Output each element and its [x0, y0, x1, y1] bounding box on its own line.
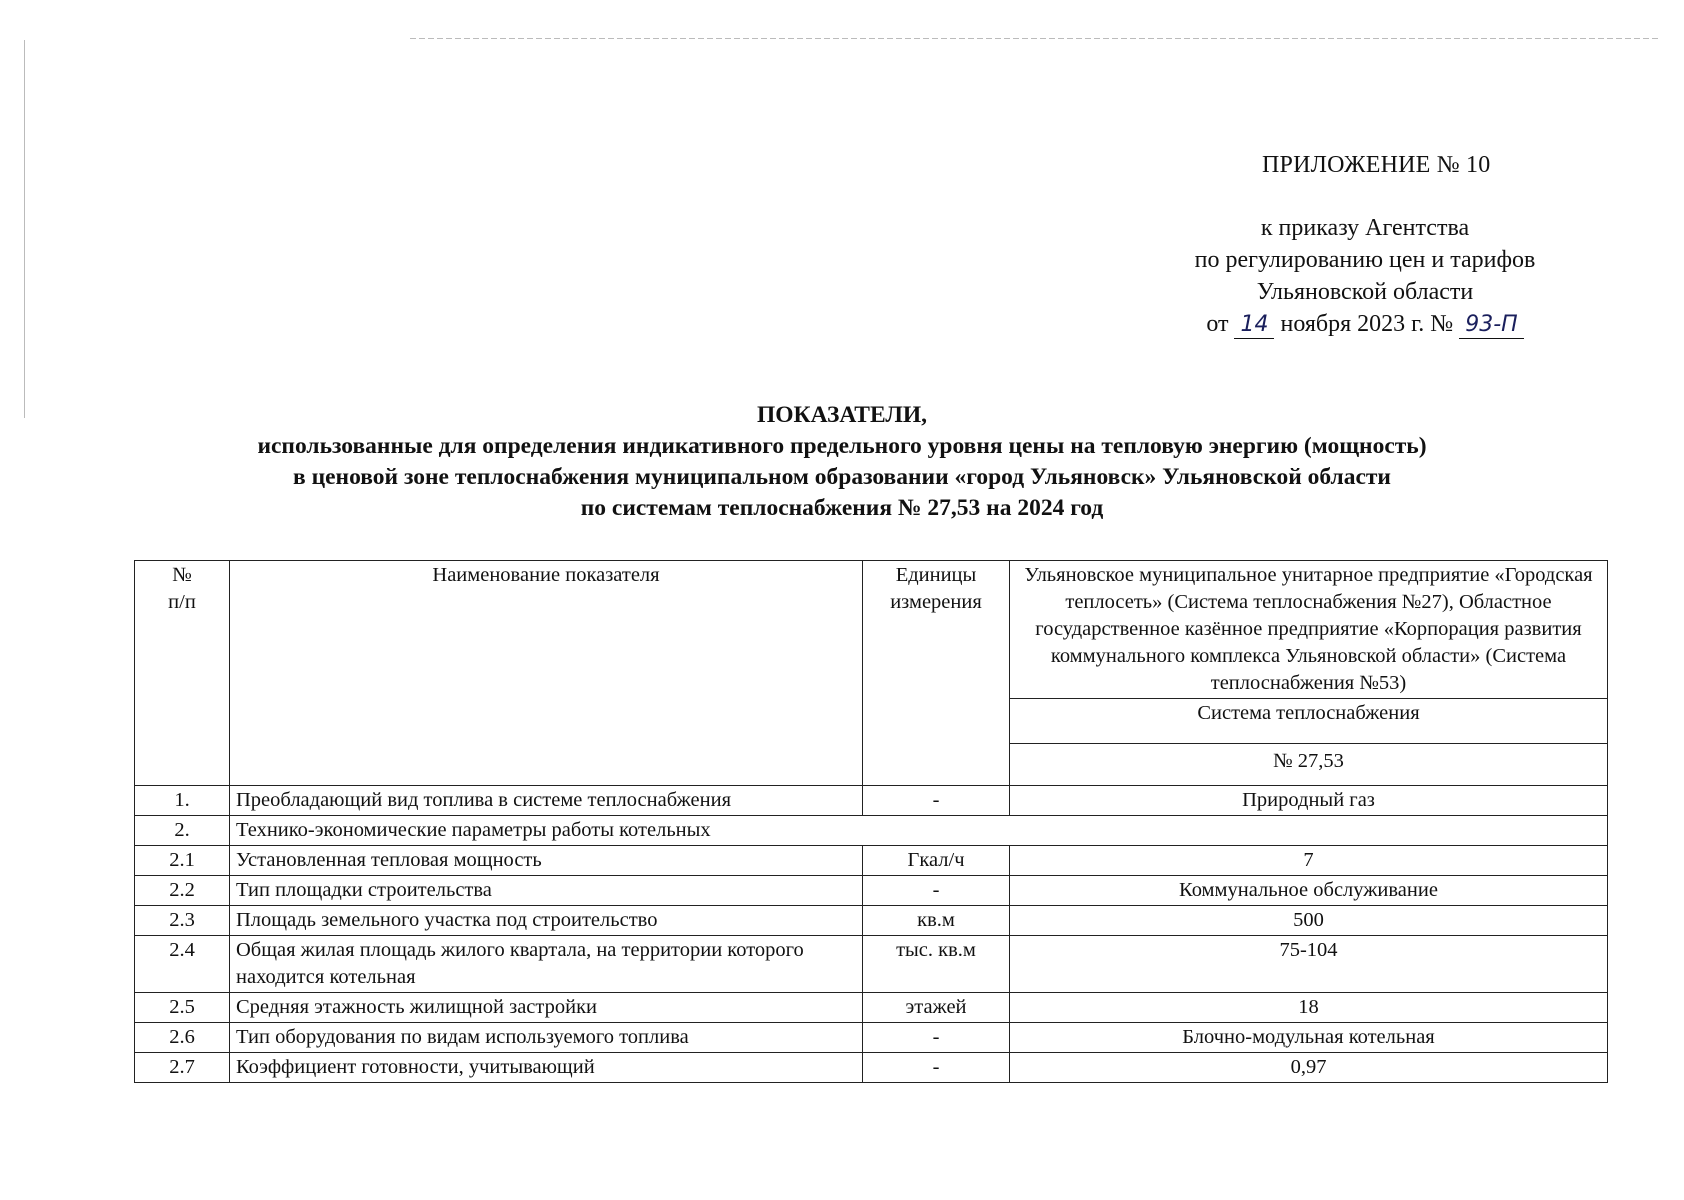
table-row [135, 786, 1608, 816]
row-indicator-name: Средняя этажность жилищной застройки [230, 993, 863, 1023]
date-prefix: от [1206, 311, 1229, 337]
scan-edge-left [24, 40, 25, 418]
order-date-line [1100, 308, 1630, 340]
header-name: Наименование показателя [230, 561, 863, 786]
row-unit: - [863, 876, 1010, 906]
handwritten-order-number: 93-П [1459, 312, 1523, 339]
row-unit: Гкал/ч [863, 846, 1010, 876]
header-organization: Ульяновское муниципальное унитарное предприятие «Городская теплосеть» (Система теплоснабжения №27), Областное государственное казённое предприятие «Корпорация развития коммунального комплекса Ульяновской области» (Система теплоснабжения №53) [1010, 561, 1608, 699]
order-reference [1100, 212, 1630, 340]
table-row [135, 936, 1608, 993]
row-number: 2. [135, 816, 230, 846]
header-system: Система теплоснабжения [1010, 699, 1608, 744]
heading-title: ПОКАЗАТЕЛИ, [757, 402, 927, 428]
row-indicator-name: Коэффициент готовности, учитывающий [230, 1053, 863, 1083]
header-unit [863, 561, 1010, 786]
row-unit: этажей [863, 993, 1010, 1023]
indicators-table [134, 560, 1608, 1083]
row-section-title: Технико-экономические параметры работы котельных [230, 816, 1608, 846]
row-number: 2.2 [135, 876, 230, 906]
table-row [135, 876, 1608, 906]
row-value: 75-104 [1010, 936, 1608, 993]
table-header-row [135, 561, 1608, 699]
scan-edge-top [410, 38, 1660, 39]
header-unit-line1: Единицы [895, 564, 977, 586]
row-value: Блочно-модульная котельная [1010, 1023, 1608, 1053]
row-number: 2.3 [135, 906, 230, 936]
row-indicator-name: Общая жилая площадь жилого квартала, на территории которого находится котельная [230, 936, 863, 993]
table-row [135, 1053, 1608, 1083]
row-number: 2.6 [135, 1023, 230, 1053]
row-value: Коммунальное обслуживание [1010, 876, 1608, 906]
row-value: 500 [1010, 906, 1608, 936]
appendix-title: ПРИЛОЖЕНИЕ № 10 [1262, 152, 1491, 178]
table-row [135, 846, 1608, 876]
row-indicator-name: Тип площадки строительства [230, 876, 863, 906]
header-num-line2: п/п [168, 591, 196, 613]
row-indicator-name: Тип оборудования по видам используемого топлива [230, 1023, 863, 1053]
row-indicator-name: Площадь земельного участка под строительство [230, 906, 863, 936]
row-number: 2.7 [135, 1053, 230, 1083]
table-row [135, 906, 1608, 936]
row-unit: кв.м [863, 906, 1010, 936]
document-heading [0, 400, 1684, 524]
heading-line-1: использованные для определения индикативного предельного уровня цены на тепловую энергию (мощность) [257, 433, 1427, 459]
row-number: 2.1 [135, 846, 230, 876]
date-middle: ноября 2023 г. № [1280, 311, 1454, 337]
header-num [135, 561, 230, 786]
handwritten-day: 14 [1234, 312, 1274, 339]
order-line-3: Ульяновской области [1256, 279, 1474, 305]
table-row [135, 816, 1608, 846]
header-unit-line2: измерения [890, 591, 982, 613]
row-value: 18 [1010, 993, 1608, 1023]
row-value: Природный газ [1010, 786, 1608, 816]
order-line-1: к приказу Агентства [1260, 215, 1470, 241]
row-value: 0,97 [1010, 1053, 1608, 1083]
heading-line-3: по системам теплоснабжения № 27,53 на 2024 год [580, 495, 1104, 521]
row-unit: тыс. кв.м [863, 936, 1010, 993]
table-row [135, 993, 1608, 1023]
row-unit: - [863, 1023, 1010, 1053]
row-number: 1. [135, 786, 230, 816]
row-number: 2.5 [135, 993, 230, 1023]
row-indicator-name: Преобладающий вид топлива в системе теплоснабжения [230, 786, 863, 816]
header-system-number: № 27,53 [1010, 744, 1608, 786]
order-line-2: по регулированию цен и тарифов [1194, 247, 1536, 273]
heading-line-2: в ценовой зоне теплоснабжения муниципальном образовании «город Ульяновск» Ульяновской области [293, 464, 1391, 490]
row-value: 7 [1010, 846, 1608, 876]
row-unit: - [863, 1053, 1010, 1083]
row-unit: - [863, 786, 1010, 816]
row-number: 2.4 [135, 936, 230, 993]
table-row [135, 1023, 1608, 1053]
row-indicator-name: Установленная тепловая мощность [230, 846, 863, 876]
header-num-line1: № [172, 564, 192, 586]
